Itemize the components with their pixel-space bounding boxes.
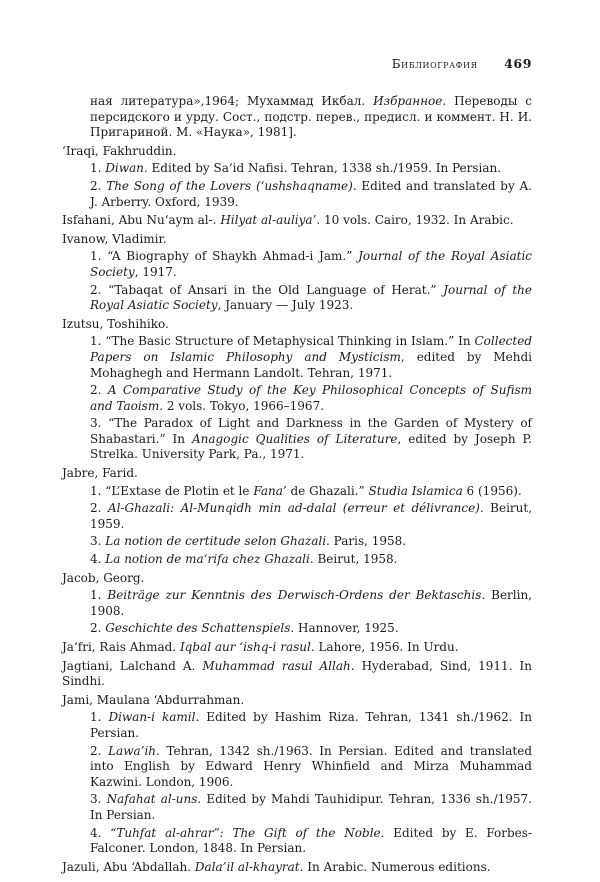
italic-title: “Tuhfat al-ahrar”: The Gift of the Noble (110, 825, 381, 840)
text-segment: . Переводы с персидского и урду. Сост., подстр. перев., предисл. и коммент. Н. И. Пригариной. М. «Наука», 1981]. (90, 94, 533, 140)
page-number: 469 (504, 56, 532, 71)
text-segment: . Edited by Sa‘id Nafisi. Tehran, 1338 sh./1959. In Persian. (143, 161, 502, 176)
italic-title: Muhammad rasul Allah (202, 658, 351, 673)
text-segment: . In Arabic. Numerous editions. (299, 859, 491, 874)
bibliography-entry (62, 232, 532, 314)
italic-title: Anagogic Qualities of Literature (191, 431, 398, 446)
text-segment: . Edited by Mahdi Tauhidipur. Tehran, 1336 sh./1957. In Persian. (90, 792, 532, 822)
entry-work (62, 588, 532, 619)
entry-work (62, 534, 532, 550)
text-segment: . Paris, 1958. (326, 534, 407, 549)
text-segment: 2. “Tabaqat of Ansari in the Old Language of Herat.” (90, 282, 444, 297)
italic-title: La notion de certitude selon Ghazali (105, 534, 327, 549)
text-segment: 1. (90, 588, 108, 603)
entry-author (62, 640, 532, 656)
text-segment: . Edited by Hashim Riza. Tehran, 1341 sh./1962. In Persian. (90, 710, 532, 740)
text-segment: Jagtiani, Lalchand A. (62, 658, 203, 673)
italic-title: The Song of the Lovers (‘ushshaqname) (106, 178, 353, 193)
bibliography-entry (62, 213, 532, 229)
italic-title: Diwan-i kamil (108, 710, 196, 725)
text-segment: 4. (90, 825, 111, 840)
bibliography-entry (62, 659, 532, 690)
text-segment: . Edited by E. Forbes-Falconer. London, 1848. In Persian. (90, 825, 532, 856)
text-segment: 2. (90, 621, 106, 636)
italic-title: La notion de ma‘rifa chez Ghazali (105, 552, 310, 567)
text-segment: . Beirut, 1958. (309, 552, 398, 567)
entry-author (62, 659, 532, 690)
text-segment: 2. (90, 743, 109, 758)
text-segment: 1. “L’Extase de Plotin et le (90, 483, 254, 498)
italic-title: Journal of the Royal Asiatic Society (90, 249, 532, 279)
running-header (392, 56, 532, 72)
entry-work (62, 501, 532, 532)
entry-author (62, 144, 532, 160)
text-segment: 1. (90, 710, 109, 725)
bibliography-entry (62, 693, 532, 857)
entry-work (62, 161, 532, 177)
text-segment: . Tehran, 1342 sh./1963. In Persian. Edited and translated into English by Edward Henry Whinfield and Mirza Muhammad Kazwini. London, 1906. (90, 743, 532, 789)
text-segment: , January — July 1923. (217, 298, 354, 313)
text-segment: 6 (1956). (462, 483, 522, 498)
entry-author (62, 232, 532, 248)
text-segment: 1. “The Basic Structure of Metaphysical Thinking in Islam.” In (90, 334, 475, 349)
text-segment: Jazuli, Abu ‘Abdallah. (62, 859, 195, 874)
entry-work (62, 792, 532, 823)
entry-author (62, 213, 532, 229)
text-segment: , edited by Mehdi Mohaghegh and Hermann Landolt. Tehran, 1971. (90, 349, 532, 380)
text-segment: , edited by Joseph P. Strelka. University Park, Pa., 1971. (90, 431, 533, 462)
text-segment: 3. “The Paradox of Light and Darkness in the Garden of Mystery of Shabastari.” In (90, 416, 532, 446)
italic-title: Fana’ (253, 483, 287, 498)
text-segment: . Beirut, 1959. (90, 501, 533, 531)
text-segment: 1. “A Biography of Shaykh Ahmad-i Jam.” (90, 249, 359, 264)
italic-title: Избранное (373, 94, 443, 108)
entry-work (62, 283, 532, 314)
italic-title: Journal of the Royal Asiatic Society (90, 282, 532, 313)
bibliography-entry (62, 640, 532, 656)
entry-work (62, 826, 532, 857)
bibliography-entry (62, 144, 532, 210)
text-segment: Jabre, Farid. (62, 466, 138, 481)
text-segment: Jami, Maulana ‘Abdurrahman. (62, 692, 245, 707)
text-segment: . Lahore, 1956. In Urdu. (310, 640, 459, 654)
text-segment: Isfahani, Abu Nu‘aym al-. (62, 213, 221, 228)
entry-work (62, 249, 532, 280)
entry-work (62, 484, 532, 500)
text-segment: Ivanow, Vladimir. (62, 231, 167, 246)
italic-title: Diwan (105, 161, 144, 176)
text-segment: 3. (90, 792, 107, 807)
italic-title: Nafahat al-uns (106, 792, 198, 807)
text-segment: . 10 vols. Cairo, 1932. In Arabic. (316, 213, 514, 228)
text-segment: , 1917. (134, 264, 177, 279)
text-segment: 1. (90, 161, 106, 176)
text-segment: 3. (90, 534, 106, 549)
entry-work (62, 416, 532, 463)
entry-work (62, 710, 532, 741)
entry-author (62, 571, 532, 587)
italic-title: Lawa’ih (108, 743, 157, 758)
bibliography-entry (62, 860, 532, 876)
entry-work (62, 552, 532, 568)
entry-author (62, 466, 532, 482)
text-segment: Jacob, Georg. (62, 570, 145, 585)
text-segment: . Hyderabad, Sind, 1911. In Sindhi. (62, 658, 532, 689)
text-segment: . Edited and translated by A. J. Arberry. Oxford, 1939. (90, 178, 532, 209)
entry-author (62, 693, 532, 709)
entry-work (62, 621, 532, 637)
text-segment: . Berlin, 1908. (90, 588, 532, 618)
text-segment: 4. (90, 552, 106, 567)
italic-title: Beiträge zur Kenntnis des Derwisch-Ordens der Bektaschis (107, 588, 482, 603)
text-segment: 2. (90, 178, 107, 193)
section-title: Библиография (391, 57, 478, 71)
entry-work (62, 744, 532, 791)
bibliography-entry (62, 466, 532, 568)
italic-title: Iqbal aur ‘ishq-i rasul (179, 640, 311, 654)
text-segment: . Hannover, 1925. (290, 621, 399, 636)
bibliography-entry (62, 317, 532, 463)
bibliography-entry (62, 571, 532, 637)
italic-title: Al-Ghazali: Al-Munqidh min ad-dalal (erreur et délivrance) (107, 501, 480, 516)
text-segment: 2. (90, 501, 108, 516)
italic-title: Collected Papers on Islamic Philosophy and Mysticism (90, 334, 532, 364)
entry-work (62, 334, 532, 381)
italic-title: A Comparative Study of the Key Philosophical Concepts of Sufism and Taoism (90, 383, 532, 413)
text-segment: 2. (90, 383, 108, 398)
continued-text (62, 94, 532, 141)
entry-author (62, 317, 532, 333)
text-segment: . 2 vols. Tokyo, 1966–1967. (159, 398, 325, 413)
text-segment: Ja‘fri, Rais Ahmad. (62, 640, 180, 654)
italic-title: Studia Islamica (368, 483, 463, 498)
text-segment: ная литература»,1964; Мухаммад Икбал. (90, 94, 374, 108)
italic-title: Hilyat al-auliya’ (220, 213, 317, 228)
entry-work (62, 383, 532, 414)
italic-title: Dala’il al-khayrat (194, 859, 300, 874)
text-segment: ‘Iraqi, Fakhruddin. (62, 143, 177, 158)
text-segment: Izutsu, Toshihiko. (62, 316, 169, 331)
text-segment: de Ghazali.” (286, 483, 369, 498)
bibliography-list (62, 94, 532, 878)
entry-work (62, 179, 532, 210)
italic-title: Geschichte des Schattenspiels (105, 621, 291, 636)
bibliography-entry (62, 94, 532, 141)
entry-author (62, 860, 532, 876)
